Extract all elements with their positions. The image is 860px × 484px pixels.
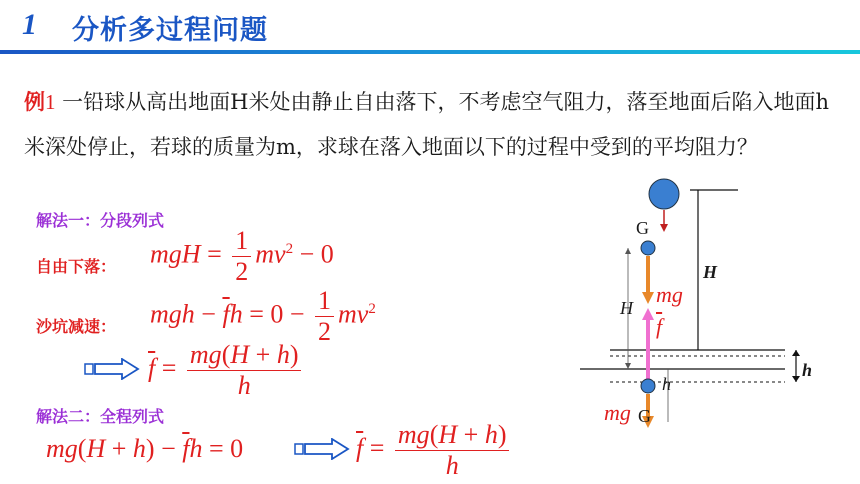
header-underline <box>0 50 860 54</box>
label-g-top: G <box>636 218 649 238</box>
free-fall-label: 自由下落： <box>36 257 117 276</box>
method1-result: $\overline{f}$ = $\frac{mg(H + h)}{h}$ <box>148 340 305 401</box>
implies-arrow-2 <box>294 438 350 460</box>
method2-result: $\overline{f}$ = $\frac{mg(H + h)}{h}$ <box>356 420 513 481</box>
label-g-bottom: G <box>638 406 651 426</box>
label-H-big: H <box>703 262 718 282</box>
label-H-small: H <box>620 298 633 318</box>
label-f: $\overline{f}$ <box>656 314 663 339</box>
sand-decel-equation: mgh − $\overline{f}h = 0$ − $\frac{1}{2}$ $mv^2$ <box>150 286 376 346</box>
label-h-inner: h <box>662 374 671 394</box>
label-mg-lower: mg <box>604 400 631 425</box>
section-title: 分析多过程问题 <box>72 15 268 46</box>
example-tag: 例 <box>24 90 45 114</box>
ball-top <box>649 179 679 209</box>
example-number: 1 <box>45 90 56 114</box>
label-h-right: h <box>802 360 813 380</box>
sand-decel-label: 沙坑减速： <box>36 317 117 336</box>
physics-diagram <box>570 172 840 432</box>
problem-text: 一铅球从高出地面H米处由静止自由落下，不考虑空气阻力，落至地面后陷入地面h米深处停止，若球的质量为m，求球在落入地面以下的过程中受到的平均阻力？ <box>24 90 830 159</box>
problem-statement <box>24 80 832 170</box>
whole-process-equation: $mg(H + h) - \overline{f}h = 0$ <box>46 434 244 463</box>
method-two-title: 解法二：全程列式 <box>36 407 165 426</box>
section-number: 1 <box>22 8 37 41</box>
method-one-title: 解法一：分段列式 <box>36 211 165 230</box>
free-fall-equation: mgH = $\frac{1}{2}$ $mv^2 - 0$ <box>150 226 334 286</box>
label-mg-upper: mg <box>656 282 683 307</box>
implies-arrow-1 <box>84 358 140 380</box>
slide-header <box>0 0 860 62</box>
